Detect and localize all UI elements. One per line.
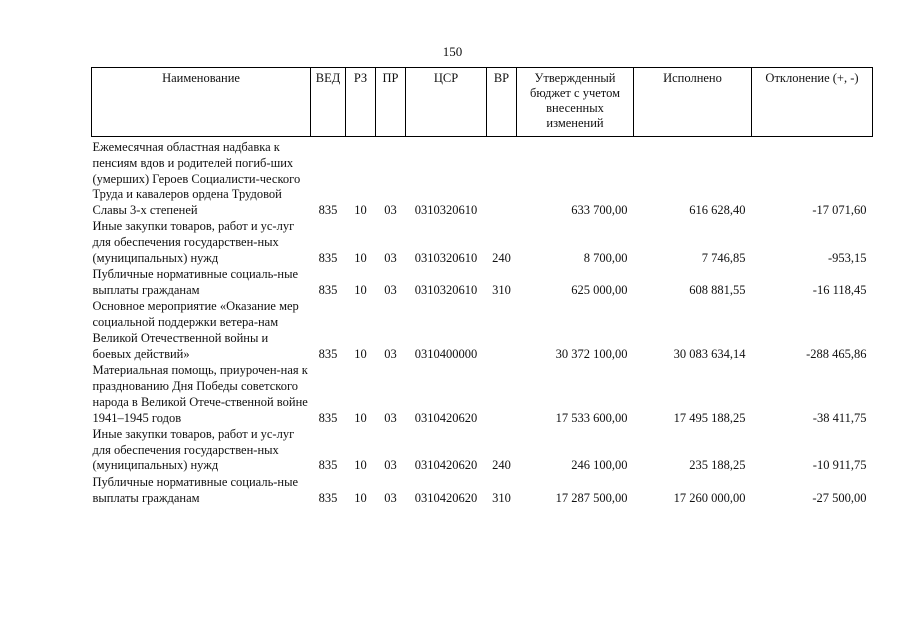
table-row <box>92 299 873 363</box>
row-executed: 608 881,55 <box>689 283 746 298</box>
header-vr: ВР <box>487 68 517 137</box>
table-header-row <box>92 68 873 137</box>
row-name: Основное мероприятие «Оказание мер социальной поддержки ветера-нам Великой Отечественной войны и боевых действий» <box>92 299 299 361</box>
header-csr: ЦСР <box>406 68 487 137</box>
row-rz: 10 <box>354 283 367 298</box>
row-approved: 17 533 600,00 <box>555 410 628 425</box>
row-csr: 0310420620 <box>414 458 478 473</box>
row-rz: 10 <box>354 458 367 473</box>
row-csr: 0310320610 <box>414 283 478 298</box>
row-deviation: -17 071,60 <box>812 203 867 218</box>
row-pr: 03 <box>384 346 397 361</box>
row-vr: 240 <box>492 458 511 473</box>
row-deviation: -38 411,75 <box>812 410 867 425</box>
header-approved: Утвержденный бюджет с учетом внесенных изменений <box>517 68 634 137</box>
row-rz: 10 <box>354 203 367 218</box>
row-csr: 0310320610 <box>414 251 478 266</box>
row-deviation: -953,15 <box>827 251 867 266</box>
row-csr: 0310320610 <box>414 203 478 218</box>
table-row <box>92 219 873 267</box>
table-row <box>92 137 873 220</box>
page-number: 150 <box>442 44 463 59</box>
row-pr: 03 <box>384 458 397 473</box>
row-approved: 8 700,00 <box>583 251 628 266</box>
row-executed: 30 083 634,14 <box>673 346 746 361</box>
row-deviation: -27 500,00 <box>812 490 867 505</box>
row-pr: 03 <box>384 490 397 505</box>
row-name: Материальная помощь, приурочен-ная к празднованию Дня Победы советского народа в Великой Отече-ственной войне 1941–1945 годов <box>92 363 308 425</box>
row-ved: 835 <box>318 283 338 298</box>
row-pr: 03 <box>384 251 397 266</box>
row-deviation: -288 465,86 <box>806 346 867 361</box>
budget-table <box>91 67 873 507</box>
row-rz: 10 <box>354 251 367 266</box>
header-name: Наименование <box>92 68 311 137</box>
row-vr <box>487 299 517 363</box>
row-ved: 835 <box>318 410 338 425</box>
row-executed: 17 495 188,25 <box>673 410 746 425</box>
row-name: Ежемесячная областная надбавка к пенсиям вдов и родителей погиб-ших (умерших) Героев Социалисти-ческого Труда и кавалеров ордена Трудовой Славы 3-х степеней <box>92 140 301 218</box>
row-ved: 835 <box>318 251 338 266</box>
table-row <box>92 427 873 475</box>
row-executed: 17 260 000,00 <box>673 490 746 505</box>
row-ved: 835 <box>318 458 338 473</box>
row-approved: 633 700,00 <box>571 203 628 218</box>
row-name: Иные закупки товаров, работ и ус-луг для обеспечения государствен-ных (муниципальных) нужд <box>92 426 295 473</box>
row-name: Публичные нормативные социаль-ные выплаты гражданам <box>92 267 299 298</box>
row-vr <box>487 363 517 427</box>
row-pr: 03 <box>384 203 397 218</box>
row-approved: 17 287 500,00 <box>555 490 628 505</box>
header-ved: ВЕД <box>311 68 346 137</box>
row-deviation: -10 911,75 <box>812 458 867 473</box>
row-executed: 616 628,40 <box>689 203 746 218</box>
row-ved: 835 <box>318 346 338 361</box>
row-ved: 835 <box>318 490 338 505</box>
row-vr: 240 <box>492 251 511 266</box>
row-pr: 03 <box>384 283 397 298</box>
table-row <box>92 267 873 299</box>
row-executed: 235 188,25 <box>689 458 746 473</box>
row-vr <box>487 137 517 220</box>
row-ved: 835 <box>318 203 338 218</box>
row-executed: 7 746,85 <box>701 251 746 266</box>
row-csr: 0310420620 <box>414 410 478 425</box>
row-vr: 310 <box>492 490 511 505</box>
row-rz: 10 <box>354 410 367 425</box>
row-vr: 310 <box>492 283 511 298</box>
header-deviation: Отклонение (+, -) <box>752 68 873 137</box>
row-approved: 246 100,00 <box>571 458 628 473</box>
row-approved: 625 000,00 <box>571 283 628 298</box>
header-executed: Исполнено <box>634 68 752 137</box>
row-deviation: -16 118,45 <box>812 283 867 298</box>
table-row <box>92 363 873 427</box>
row-csr: 0310420620 <box>414 490 478 505</box>
row-name: Публичные нормативные социаль-ные выплаты гражданам <box>92 474 299 505</box>
header-pr: ПР <box>376 68 406 137</box>
row-rz: 10 <box>354 490 367 505</box>
row-rz: 10 <box>354 346 367 361</box>
row-csr: 0310400000 <box>414 346 478 361</box>
row-name: Иные закупки товаров, работ и ус-луг для обеспечения государствен-ных (муниципальных) нужд <box>92 219 295 266</box>
header-rz: РЗ <box>346 68 376 137</box>
row-approved: 30 372 100,00 <box>555 346 628 361</box>
table-row <box>92 475 873 507</box>
row-pr: 03 <box>384 410 397 425</box>
